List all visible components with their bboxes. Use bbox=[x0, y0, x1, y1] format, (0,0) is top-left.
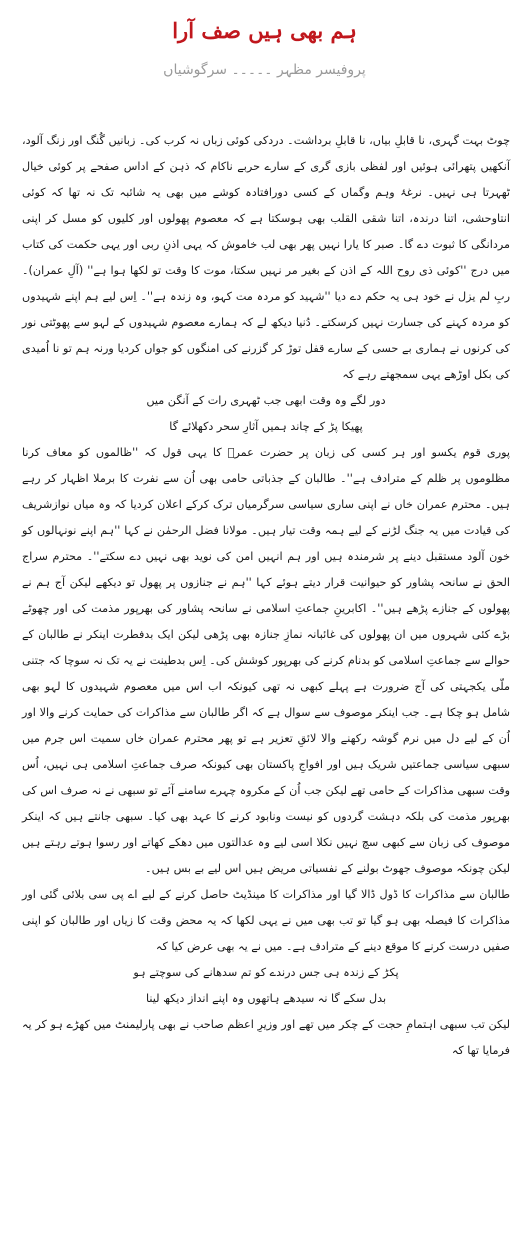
article-closing: لیکن تب سبھی اہتمامِ حجت کے چکر میں تھے اور وزیرِ اعظم صاحب نے بھی پارلیمنٹ میں کھڑے ہو کر یہ فرمایا تھا کہ bbox=[22, 1018, 510, 1057]
article-title: ہم بھی ہیں صف آرا bbox=[172, 18, 357, 43]
verse-line: بدل سکے گا نہ سیدھے ہاتھوں وہ اپنے انداز دیکھ لینا bbox=[145, 992, 387, 1005]
verse-line: پکڑ کے زندہ ہی جس درندے کو تم سدھانے کی سوچتے ہو bbox=[133, 966, 399, 979]
article-byline: پروفیسر مظہر ۔۔۔۔۔ سرگوشیاں bbox=[163, 62, 366, 78]
article-paragraph: پوری قوم یکسو اور ہر کسی کی زبان پر حضرت عمرؓ کا یہی قول کہ ''ظالموں کو معاف کرنا مظلوموں پر ظلم کے مترادف ہے''۔ طالبان کے جذباتی حامی بھی اُن سے نفرت کا برملا اظہار کر رہے ہیں۔ محترم عمران خاں نے اپنی ساری سیاسی سرگرمیاں ترک کرکے اعلان کردیا کہ وہ میاں نوازشریف کی قیادت میں یہ جنگ لڑنے کے لیے ہمہ وقت تیار ہیں۔ مولانا فضل الرحمٰن نے کہا ''ہم اپنے نونہالوں کو خون آلود مستقبل دینے پر شرمندہ ہیں اور ہم انہیں امن کی نوید بھی نہیں دے سکتے''۔ محترم سراج الحق نے سانحہ پشاور کو حیوانیت قرار دیتے ہوئے کہا ''ہم نے جنازوں پر پھول تو دیکھے لیکن آج ہم نے پھولوں کے جنازے پڑھے ہیں''۔ اکابرینِ جماعتِ اسلامی نے سانحہ پشاور کی بھرپور مذمت کی اور چھوٹے بڑے کئی شہروں میں ان پھولوں کی غائبانہ نمازِ جنازہ بھی پڑھی لیکن ایک بدفطرت اینکر نے طالبان کے حوالے سے جماعتِ اسلامی کو بدنام کرنے کی بھرپور کوشش کی۔ اِس بدطینت نے یہ تک نہ سوچا کہ جتنی ملّی یکجہتی کی آج ضرورت ہے پہلے کبھی نہ تھی کیونکہ اب اس میں معصوم شہیدوں کا لہو بھی شامل ہو چکا ہے۔ جب اینکر موصوف سے سوال ہے کہ اگر طالبان سے مذاکرات کی حمایت کرنے والا اور اُن کے لیے دل میں نرم گوشہ رکھنے والا لائقِ تعزیر ہے تو پھر محترم عمران خاں سمیت اس جرم میں سبھی سیاسی جماعتیں شریک ہیں اور افواجِ پاکستان بھی کیونکہ صرف جماعتِ اسلامی ہی نہیں، اُس وقت سبھی مذاکرات کے حامی تھے لیکن جب اُن کے مکروہ چہرے سامنے آئے تو سبھی نے نہ صرف اس کی بھرپور مذمت کی بلکہ دہشت گردوں کو نیست ونابود کرنے کا عہد بھی کیا۔ سبھی جانتے ہیں کہ اینکر موصوف کی زبان سے کبھی سچ نہیں نکلا اسی لیے وہ عدالتوں میں دھکے کھاتے اور رسوا ہوتے رہتے ہیں لیکن چونکہ موصوف جھوٹ بولنے کے نفسیاتی مریض ہیں اس لیے بے بس ہیں۔ bbox=[22, 446, 510, 875]
article-paragraph: چوٹ بہت گہری، نا قابلِ بیاں، نا قابلِ برداشت۔ دردکی کوئی زباں نہ کرب کی۔ زبانیں گُنگ اور زنگ آلود، آنکھیں پتھرائی ہوئیں اور لفظی بازی گری کے سارے حربے ناکام کہ ذہن کے اداس صفحے پر کوئی خیال ٹھہرتا ہی نہیں۔ نرغۂ وہم وگماں کے کسی دورافتادہ کوشے میں بھی یہ شائبہ تک نہ تھا کہ کوئی انتاوحشی، اتنا درندہ، اتنا شقی القلب بھی ہوسکتا ہے کہ معصوم پھولوں اور کلیوں کو مسل کر اپنی مردانگی کا ثبوت دے گا۔ صبر کا یارا نہیں پھر بھی لب خاموش کہ یہی اذنِ ربی اور یہی حکمت کی کتاب میں درج ''کوئی ذی روح اللہ کے اذن کے بغیر مر نہیں سکتا، موت کا وقت تو لکھا ہوا ہے'' (آلِ عمران)۔ ربِ لم یزل نے خود ہی یہ حکم دے دیا ''شہید کو مردہ مت کہو، وہ زندہ ہے''۔ اِس لیے ہم اپنے شہیدوں کو مردہ کہنے کی جسارت نہیں کرسکتے۔ دُنیا دیکھ لے کہ ہمارے معصوم شہیدوں کے لہو سے پھوٹتی نور کی کرنوں نے ہماری بے حسی کے سارے قفل توڑ کر گزرنے کی امنگوں کو جواں کردیا ورنہ ہم تو نا اُمیدی کی بکل اوڑھے یہی سمجھتے رہے کہ bbox=[22, 134, 510, 381]
article-body bbox=[22, 128, 510, 1064]
article-paragraph: طالبان سے مذاکرات کا ڈول ڈالا گیا اور مذاکرات کا مینڈیٹ حاصل کرنے کے لیے اے پی سی بلائی گئی اور مذاکرات کا فیصلہ بھی ہو گیا تو تب بھی میں نے یہی لکھا کہ یہ محض وقت کا زیاں اور طالبان کو اپنی صفیں درست کرنے کا موقع دینے کے مترادف ہے۔ میں نے یہ بھی عرض کیا کہ bbox=[22, 888, 510, 953]
verse-line: دور لگے وہ وقت ابھی جب ٹھہری رات کے آنگن میں bbox=[146, 394, 386, 407]
verse-line: پھیکا پڑ کے چاند ہمیں آثارِ سحر دکھلائے گا bbox=[169, 420, 363, 433]
